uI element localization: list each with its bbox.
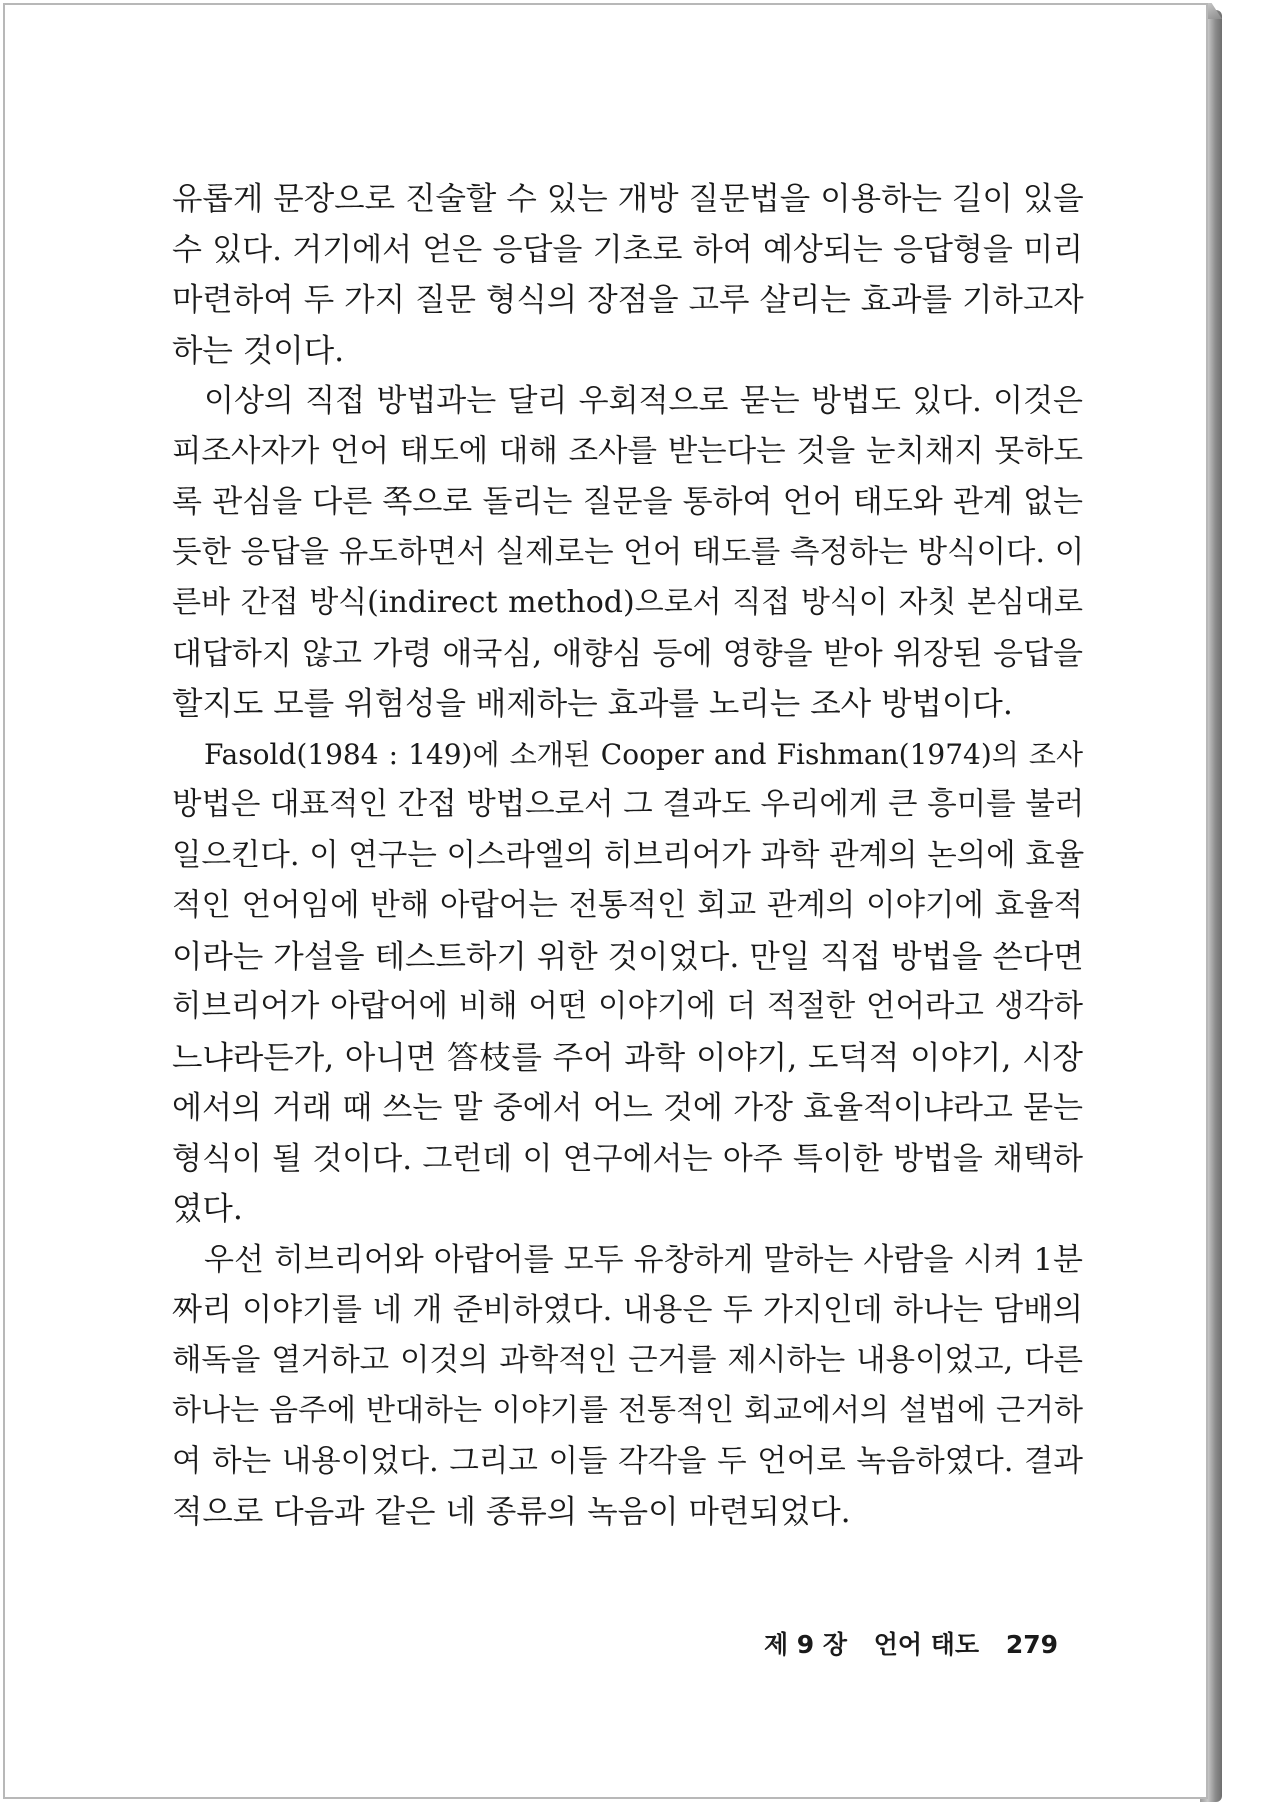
text-line: 였다.	[172, 1191, 243, 1227]
page-number: 279	[1005, 1630, 1058, 1659]
text-line: 에서의 거래 때 쓰는 말 중에서 어느 것에 가장 효율적이냐라고 묻는	[172, 1090, 1083, 1126]
text-line: 수 있다. 거기에서 얻은 응답을 기초로 하여 예상되는 응답형을 미리	[172, 231, 1083, 268]
text-line: 히브리어가 아랍어에 비해 어떤 이야기에 더 적절한 언어라고 생각하	[172, 989, 1083, 1024]
paragraph-2	[172, 376, 1083, 730]
text-line: 여 하는 내용이었다. 그리고 이들 각각을 두 언어로 녹음하였다. 결과	[172, 1443, 1083, 1479]
text-line: 마련하여 두 가지 질문 형식의 장점을 고루 살리는 효과를 기하고자	[172, 282, 1084, 318]
running-footer	[764, 1625, 1058, 1661]
text-line: 형식이 될 것이다. 그런데 이 연구에서는 아주 특이한 방법을 채택하	[172, 1140, 1083, 1177]
text-line: 하는 것이다.	[172, 332, 345, 369]
paragraph-1	[172, 174, 1083, 376]
paragraph-4	[172, 1235, 1083, 1538]
text-line: 록 관심을 다른 쪽으로 돌리는 질문을 통하여 언어 태도와 관계 없는	[172, 484, 1083, 520]
chapter-number: 제 9 장	[763, 1630, 848, 1659]
paragraph-3	[172, 730, 1083, 1235]
text-line: 할지도 모를 위험성을 배제하는 효과를 노리는 조사 방법이다.	[172, 686, 1013, 722]
text-line: 이라는 가설을 테스트하기 위한 것이었다. 만일 직접 방법을 쓴다면	[172, 938, 1084, 975]
text-line: 적인 언어임에 반해 아랍어는 전통적인 회교 관계의 이야기에 효율적	[172, 888, 1083, 923]
text-line: 일으킨다. 이 연구는 이스라엘의 히브리어가 과학 관계의 논의에 효율	[172, 837, 1085, 873]
text-line: 이상의 직접 방법과는 달리 우회적으로 묻는 방법도 있다. 이것은	[204, 383, 1083, 419]
text-line: 해독을 열거하고 이것의 과학적인 근거를 제시하는 내용이었고, 다른	[172, 1342, 1083, 1378]
text-line: 른바 간접 방식(indirect method)으로서 직접 방식이 자칫 본심대로	[172, 585, 1083, 620]
text-line: 적으로 다음과 같은 네 종류의 녹음이 마련되었다.	[172, 1494, 851, 1530]
text-line: 짜리 이야기를 네 개 준비하였다. 내용은 두 가지인데 하나는 담배의	[172, 1292, 1083, 1328]
chapter-title: 언어 태도	[873, 1630, 980, 1659]
text-line: 유롭게 문장으로 진술할 수 있는 개방 질문법을 이용하는 길이 있을	[172, 181, 1084, 217]
text-line: 듯한 응답을 유도하면서 실제로는 언어 태도를 측정하는 방식이다. 이	[172, 534, 1085, 570]
text-line: 방법은 대표적인 간접 방법으로서 그 결과도 우리에게 큰 흥미를 불러	[172, 787, 1085, 822]
body-text	[172, 174, 1083, 1538]
text-line: 느냐라든가, 아니면 答枝를 주어 과학 이야기, 도덕적 이야기, 시장	[172, 1039, 1083, 1076]
text-line: 피조사자가 언어 태도에 대해 조사를 받는다는 것을 눈치채지 못하도	[172, 433, 1083, 469]
text-line: 대답하지 않고 가령 애국심, 애향심 등에 영향을 받아 위장된 응답을	[172, 635, 1083, 672]
text-line: 하나는 음주에 반대하는 이야기를 전통적인 회교에서의 설법에 근거하	[172, 1393, 1083, 1428]
text-line: Fasold(1984 : 149)에 소개된 Cooper and Fishman(1974)의 조사	[204, 737, 1083, 771]
text-line: 우선 히브리어와 아랍어를 모두 유창하게 말하는 사람을 시켜 1분	[204, 1241, 1083, 1278]
